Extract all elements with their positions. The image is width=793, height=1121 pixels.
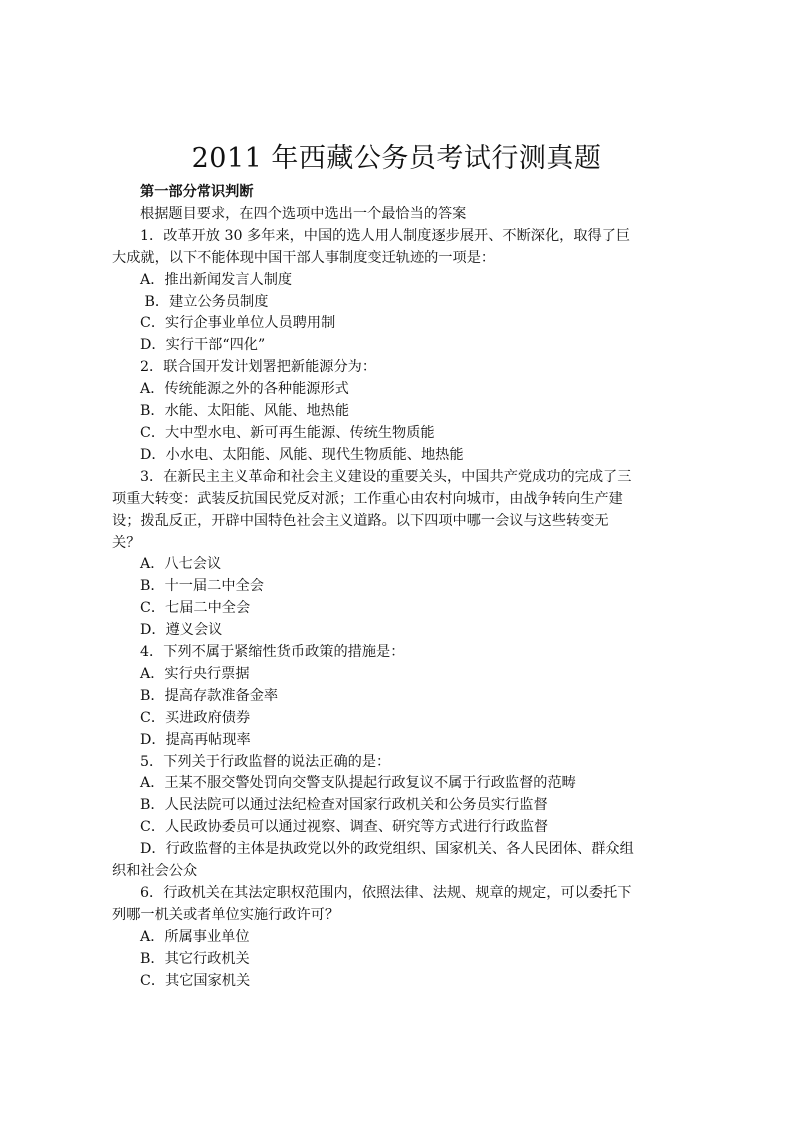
question-4-option-d: D．提高再帖现率 <box>140 731 251 748</box>
question-6-option-b: B．其它行政机关 <box>140 950 250 967</box>
question-6-option-c: C．其它国家机关 <box>140 972 251 989</box>
question-3-option-b: B．十一届二中全会 <box>140 578 264 595</box>
question-3-option-a: A．八七会议 <box>140 556 222 573</box>
section-heading: 第一部分常识判断 <box>140 184 254 200</box>
question-2-option-a: A．传统能源之外的各种能源形式 <box>140 381 349 398</box>
question-3-stem-line-1: 3．在新民主主义革命和社会主义建设的重要关头，中国共产党成功的完成了三 <box>140 468 632 485</box>
page-title: 2011 年西藏公务员考试行测真题 <box>191 143 602 174</box>
question-3-stem-line-4: 关？ <box>112 534 141 551</box>
document-body <box>112 182 692 993</box>
instruction-text: 根据题目要求，在四个选项中选出一个最恰当的答案 <box>140 205 467 222</box>
question-1-stem-line-2: 大成就，以下不能体现中国干部人事制度变迁轨迹的一项是： <box>112 249 496 266</box>
question-5-stem-line-1: 5．下列关于行政监督的说法正确的是： <box>140 753 391 770</box>
question-2-option-c: C．大中型水电、新可再生能源、传统生物质能 <box>140 424 435 441</box>
question-1-stem-line-1: 1．改革开放 30 多年来，中国的选人用人制度逐步展开、不断深化，取得了巨 <box>140 227 631 244</box>
question-2-option-b: B．水能、太阳能、风能、地热能 <box>140 403 350 420</box>
question-6-stem-line-2: 列哪一机关或者单位实施行政许可？ <box>112 906 340 923</box>
question-5-option-a: A．王某不服交警处罚向交警支队提起行政复议不属于行政监督的范畴 <box>140 775 576 792</box>
question-3-option-d: D．遵义会议 <box>140 622 223 639</box>
question-2-stem-line-1: 2．联合国开发计划署把新能源分为： <box>140 359 377 376</box>
question-5-option-d-line-2: 织和社会公众 <box>112 863 198 880</box>
question-1-option-b: B．建立公务员制度 <box>140 293 269 310</box>
question-4-option-b: B．提高存款准备金率 <box>140 687 279 704</box>
question-5-option-c: C．人民政协委员可以通过视察、调查、研究等方式进行行政监督 <box>140 819 549 836</box>
question-1-option-c: C．实行企事业单位人员聘用制 <box>140 315 336 332</box>
question-3-stem-line-3: 设；拨乱反正，开辟中国特色社会主义道路。以下四项中哪一会议与这些转变无 <box>112 512 609 529</box>
question-3-option-c: C．七届二中全会 <box>140 600 251 617</box>
question-2-option-d: D．小水电、太阳能、风能、现代生物质能、地热能 <box>140 446 464 463</box>
question-6-option-a: A．所属事业单位 <box>140 928 250 945</box>
question-5-option-b: B．人民法院可以通过法纪检查对国家行政机关和公务员实行监督 <box>140 797 548 814</box>
question-4-stem-line-1: 4．下列不属于紧缩性货币政策的措施是： <box>140 644 405 661</box>
question-6-stem-line-1: 6．行政机关在其法定职权范围内，依照法律、法规、规章的规定，可以委托下 <box>140 885 632 901</box>
question-4-option-c: C．买进政府债券 <box>140 709 251 726</box>
question-1-option-d: D．实行干部“四化” <box>140 337 266 354</box>
question-1-option-a: A．推出新闻发言人制度 <box>140 271 293 288</box>
question-5-option-d-line-1: D．行政监督的主体是执政党以外的政党组织、国家机关、各人民团体、群众组 <box>140 841 634 858</box>
question-4-option-a: A．实行央行票据 <box>140 665 250 682</box>
question-3-stem-line-2: 项重大转变：武装反抗国民党反对派；工作重心由农村向城市，由战争转向生产建 <box>112 490 623 507</box>
